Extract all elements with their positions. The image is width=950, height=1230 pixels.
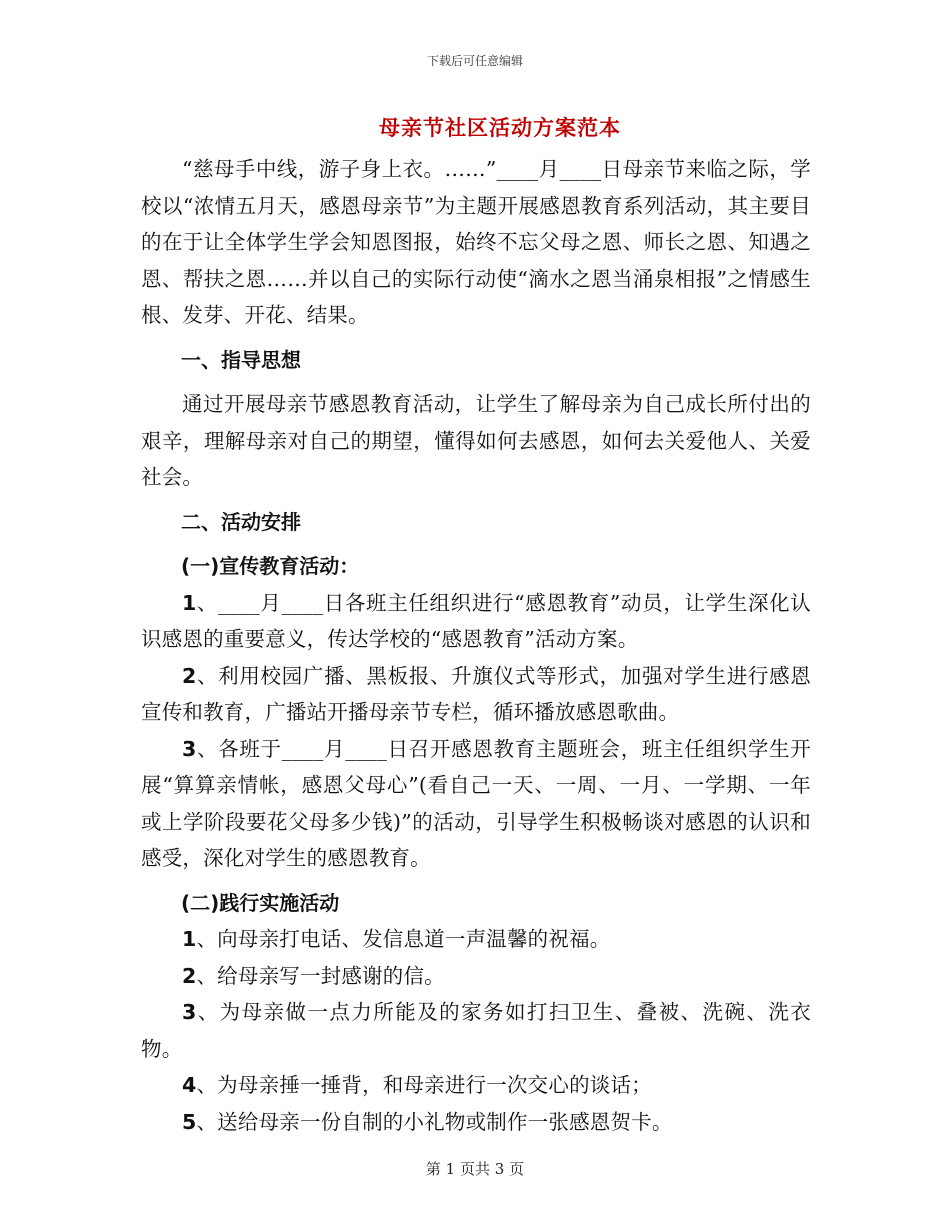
item-text: 、为母亲捶一捶背，和母亲进行一次交心的谈话； xyxy=(196,1073,652,1097)
item-number: 5 xyxy=(182,1109,197,1134)
list-item xyxy=(141,994,811,1067)
list-item xyxy=(141,958,811,995)
item-number: 3 xyxy=(182,1000,197,1024)
document-title: 母亲节社区活动方案范本 xyxy=(379,115,621,140)
item-text: 、____月____日各班主任组织进行“感恩教育”动员，让学生深化认识感恩的重要意义，传达学校的“感恩教育”活动方案。 xyxy=(141,590,811,651)
list-item xyxy=(141,921,811,958)
list-item xyxy=(141,585,811,658)
section-heading-activity-arrangement: 二、活动安排 xyxy=(181,509,301,534)
item-text: 、给母亲写一封感谢的信。 xyxy=(196,963,445,988)
list-item xyxy=(141,658,811,731)
item-text: 、送给母亲一份自制的小礼物或制作一张感恩贺卡。 xyxy=(196,1109,673,1134)
list-item xyxy=(141,1067,811,1104)
item-number: 2 xyxy=(182,663,197,688)
guiding-ideology-paragraph: 通过开展母亲节感恩教育活动，让学生了解母亲为自己成长所付出的艰辛，理解母亲对自己的期望，懂得如何去感恩，如何去关爱他人、关爱社会。 xyxy=(141,392,811,489)
item-text: 、利用校园广播、黑板报、升旗仪式等形式，加强对学生进行感恩宣传和教育，广播站开播母亲节专栏，循环播放感恩歌曲。 xyxy=(141,663,811,724)
subsection-heading-practice: (二)践行实施活动 xyxy=(181,890,340,915)
item-number: 1 xyxy=(182,590,197,615)
document-body xyxy=(141,151,811,1140)
item-number: 1 xyxy=(182,927,197,951)
list-item xyxy=(141,731,811,877)
section-heading-guiding-ideology: 一、指导思想 xyxy=(181,347,301,372)
item-text: 、向母亲打电话、发信息道一声温馨的祝福。 xyxy=(196,927,611,951)
item-number: 3 xyxy=(182,736,197,761)
item-number: 2 xyxy=(182,963,197,988)
intro-paragraph: “慈母手中线，游子身上衣。……”____月____日母亲节来临之际，学校以“浓情五月天，感恩母亲节”为主题开展感恩教育系列活动，其主要目的在于让全体学生学会知恩图报，始终不忘父母之恩、师长之恩、知遇之恩、帮扶之恩……并以自己的实际行动使“滴水之恩当涌泉相报”之情感生根、发芽、开花、结果。 xyxy=(141,157,811,327)
item-text: 、为母亲做一点力所能及的家务如打扫卫生、叠被、洗碗、洗衣物。 xyxy=(141,1000,811,1061)
page-footer-number: 第 1 页共 3 页 xyxy=(425,1160,525,1178)
subsection-heading-publicity: (一)宣传教育活动： xyxy=(181,554,360,578)
list-item xyxy=(141,1104,811,1141)
page-header-note: 下载后可任意编辑 xyxy=(426,54,523,68)
item-text: 、各班于____月____日召开感恩教育主题班会，班主任组织学生开展“算算亲情帐，感恩父母心”(看自己一天、一周、一月、一学期、一年或上学阶段要花父母多少钱)”的活动，引导学生积极畅谈对感恩的认识和感受，深化对学生的感恩教育。 xyxy=(141,736,811,870)
item-number: 4 xyxy=(182,1073,197,1097)
